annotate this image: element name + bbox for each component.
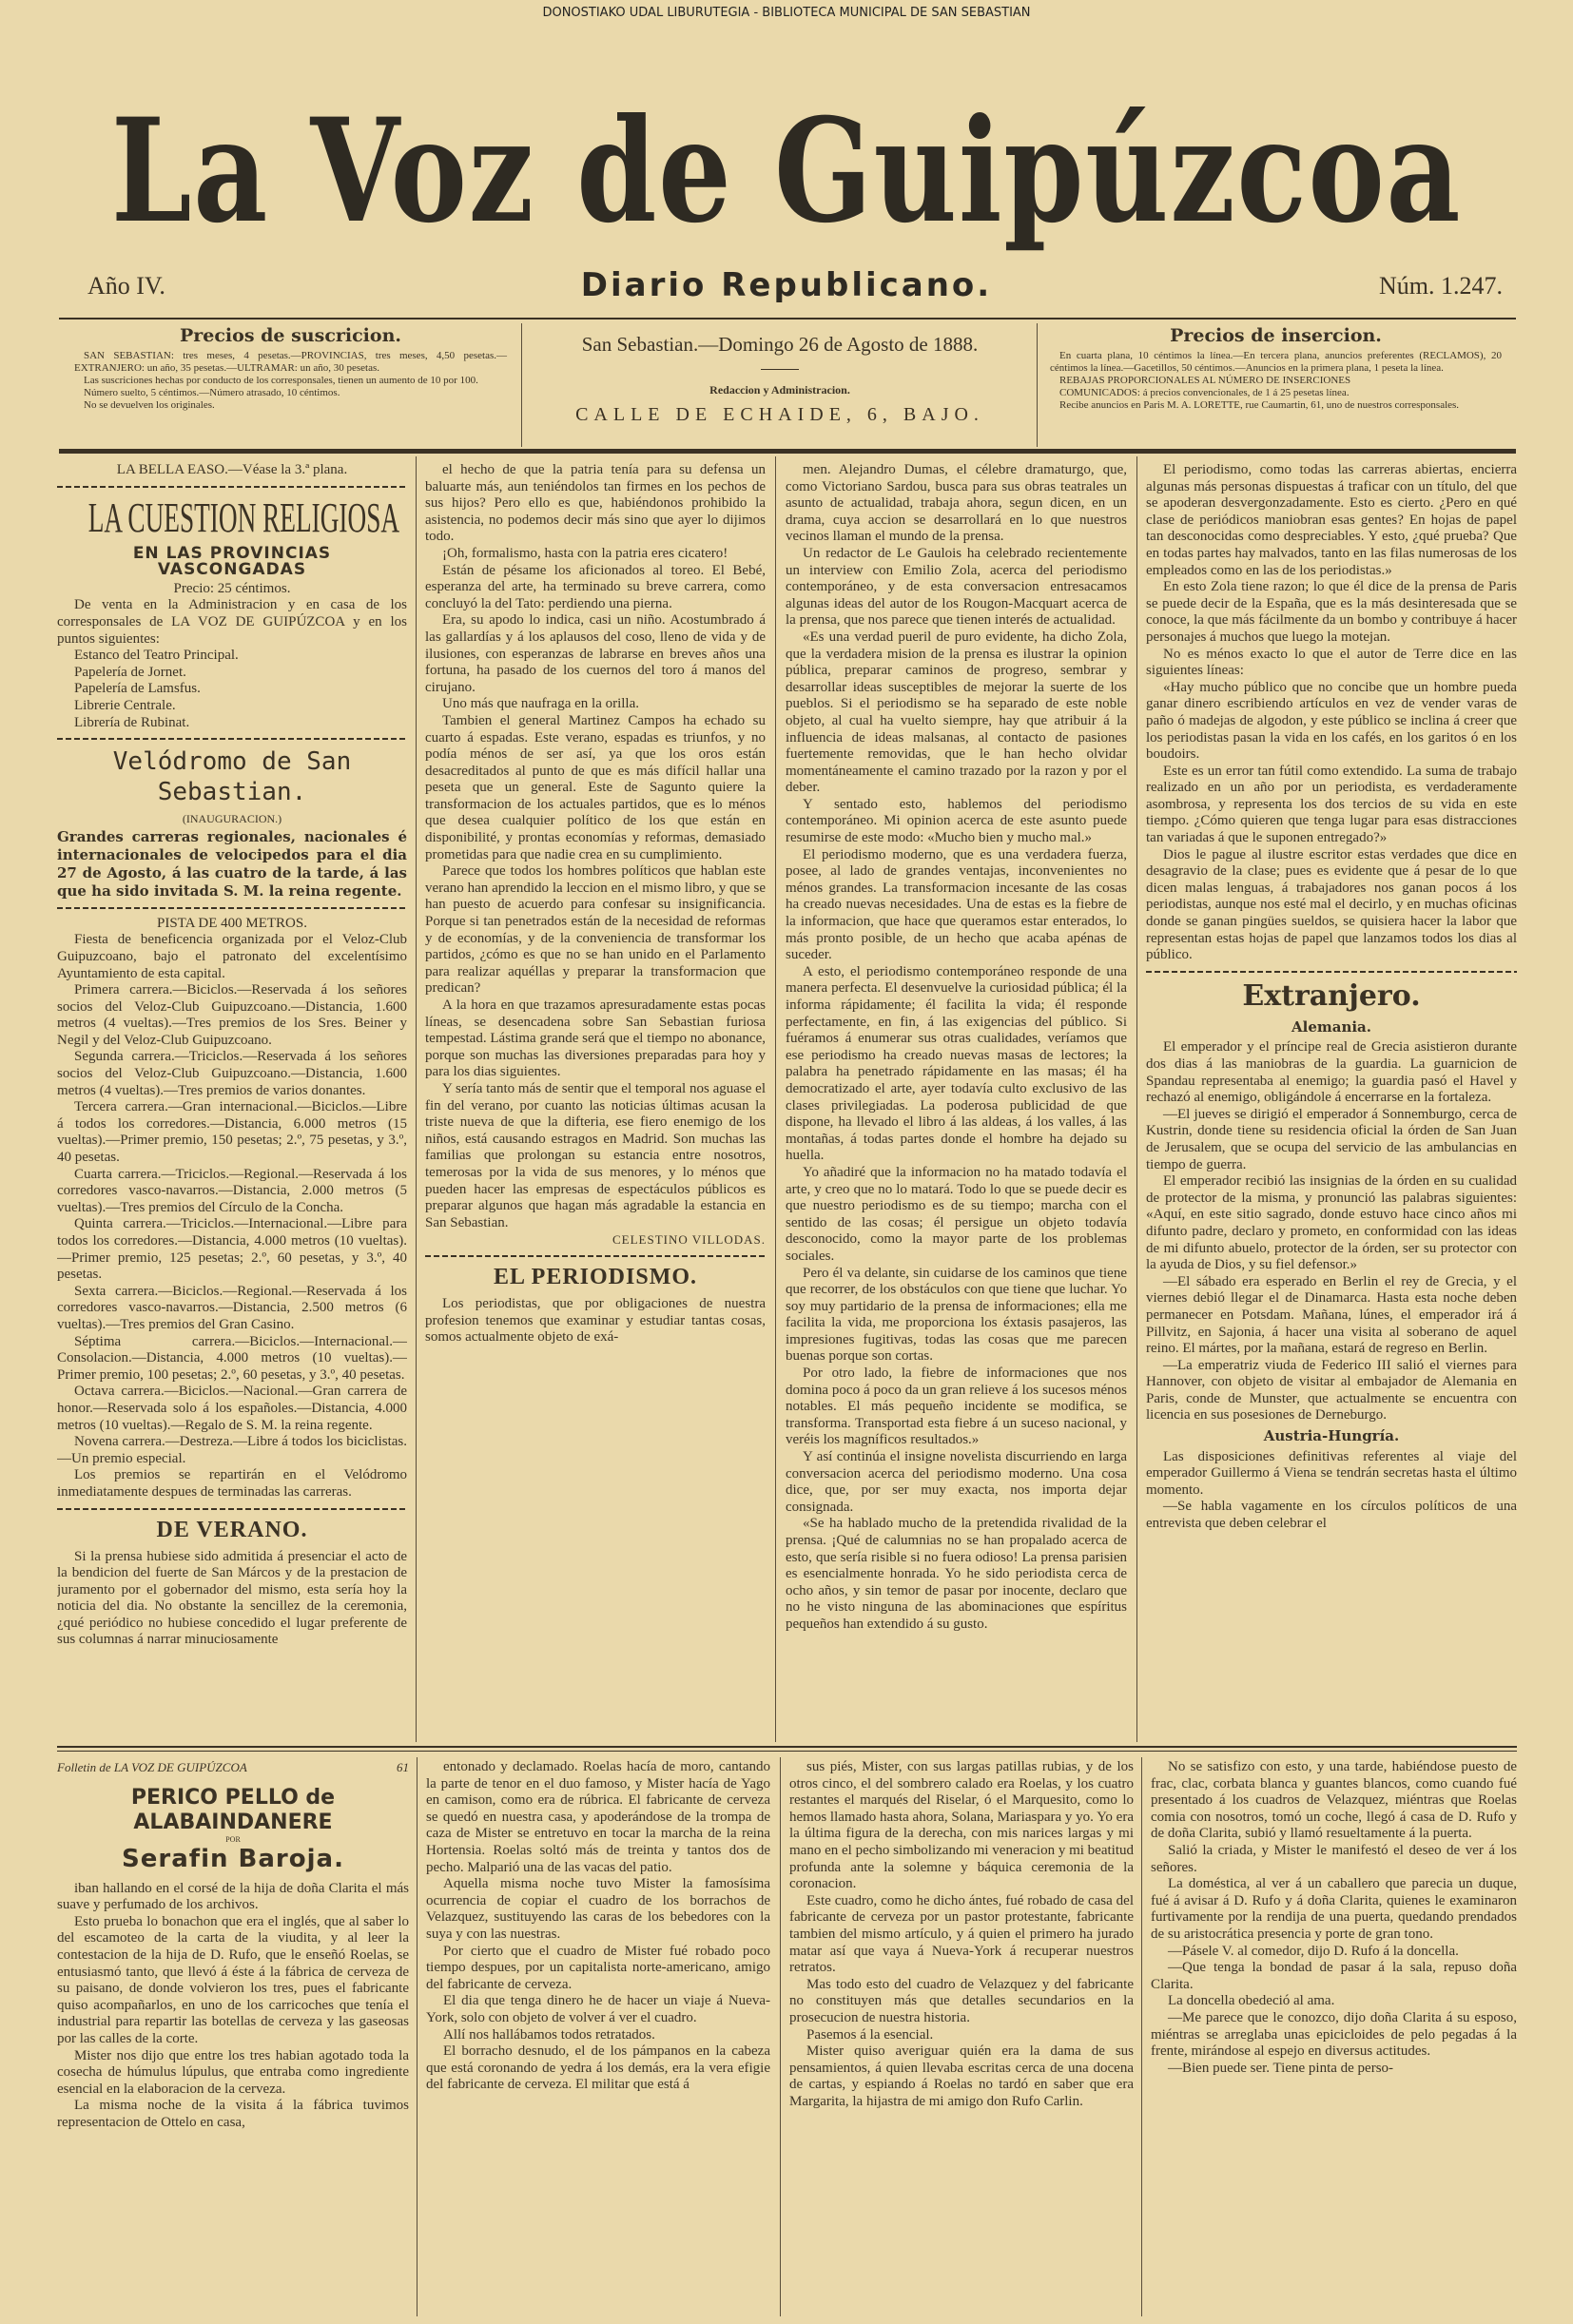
news-paragraph: —Se habla vagamente en los círculos políticos de una entrevista que deben celebrar el <box>1146 1499 1517 1532</box>
article-paragraph: Yo añadiré que la informacion no ha matado todavía el arte, y creo que no lo matará. Todo lo que se puede decir es que nuestro periodismo es de su tiempo; marcha con el sentido de las cosas; él persigue un objeto todavía desconocido, como la mayor parte de los problemas sociales. <box>786 1164 1127 1264</box>
subscription-line: No se devuelven los originales. <box>84 399 215 411</box>
article-paragraph-list <box>425 462 766 1231</box>
news-paragraph: El emperador y el príncipe real de Grecia asistieron durante dos dias á las maniobras de la guardia. La guarnicion de Spandau representaba al enemigo; la guardia pasó el Havel y rechazó al enemigo, obligándole á encerrarse en la fortaleza. <box>1146 1039 1517 1106</box>
news-paragraph-list <box>1146 1039 1517 1424</box>
column-4 <box>1146 462 1517 1740</box>
article-paragraph: No es ménos exacto lo que el autor de Terre dice en las siguientes líneas: <box>1146 646 1517 679</box>
novel-paragraph: sus piés, Mister, con sus largas patillas rubias, y de los otros cinco, el del sombrero calado era Roelas, y los cuatro restantes el marqués del Riselar, ó el Marquesito, como lo hemos llamado hasta ahora, Solana, Mariaspara y yo. Yo era la última figura de la derecha, con mis narices largas y mi mano en el pecho simbolizando mi veneracion y mi beatitud profunda ante la solemne y báquica ceremonia de la coronacion. <box>789 1759 1134 1892</box>
folletin-header <box>57 1759 409 1776</box>
article-paragraph: Uno más que naufraga en la orilla. <box>442 696 640 712</box>
race-paragraph: Los premios se repartirán en el Velódromo inmediatamente despues de terminadas las carreras. <box>57 1467 407 1500</box>
news-paragraph: —La emperatriz viuda de Federico III salió el viernes para Hannover, con objeto de visitar al embajador de Alemania en Paris, conde de Munster, que actualmente se encuentra con licencia en sus posesiones de Derneburgo. <box>1146 1357 1517 1423</box>
column-3 <box>786 462 1127 1740</box>
newspaper-masthead: La Voz de Guipúzcoa <box>110 87 1463 255</box>
ad-title: LA CUESTION RELIGIOSA <box>87 494 400 541</box>
column-divider <box>1141 1757 1142 2316</box>
wavy-divider <box>57 1508 407 1510</box>
novel-title: PERICO PELLO de ALABAINDANERE <box>130 1785 336 1834</box>
column-divider <box>417 1757 418 2316</box>
insertion-line: REBAJAS PROPORCIONALES AL NÚMERO DE INSERCIONES <box>1059 375 1351 386</box>
article-paragraph: el hecho de que la patria tenía para su defensa un baluarte más, aun teniéndolos tan firmes en los pechos de sus hijos? Pero ello es que, habiéndonos prohibido la asistencia, no podemos decir más sino que ayer lo dijimos todo. <box>425 462 766 545</box>
article-paragraph: Era, su apodo lo indica, casi un niño. Acostumbrado á las gallardías y á los aplausos del coso, lleno de vida y de ilusiones, con esperanzas de labrarse en breves años una fortuna, ha pasado de los cuernos del toro á manos del cirujano. <box>425 612 766 695</box>
race-paragraph: Cuarta carrera.—Triciclos.—Regional.—Reservada á los corredores vasco-navarros.—Distancia, 2.000 metros (5 vueltas).—Tres premios del Círculo de la Concha. <box>57 1166 407 1215</box>
column-divider <box>416 456 417 1742</box>
velodromo-track: PISTA DE 400 METROS. <box>157 915 307 931</box>
novel-paragraph: —Pásele V. al comedor, dijo D. Rufo á la doncella. <box>1168 1943 1459 1959</box>
article-paragraph: Y sentado esto, hablemos del periodismo contemporáneo. Mi opinion acerca de este asunto puede resumirse de este modo: «Mucho bien y mucho mal.» <box>786 796 1127 846</box>
article-paragraph: A la hora en que trazamos apresuradamente estas pocas líneas, se desencadena sobre San Sebastian furiosa tempestad. Lástima grande será que el tiempo no abonance, porque son muchas las diversiones preparadas para hoy y para los dias siguientes. <box>425 997 766 1080</box>
folletin-label: Folletin de LA VOZ DE GUIPÚZCOA <box>57 1760 247 1774</box>
news-paragraph: El emperador recibió las insignias de la órden en su cualidad de protector de la misma, y pronunció las palabras siguientes: «Aquí, en este sitio sagrado, donde estuvo hace cinco años mi difunto padre, declaro y prometo, en conformidad con las ideas de mi difunto abuelo, protector de la órden, ser su protector con la ayuda de Dios, y su fiel defensor.» <box>1146 1173 1517 1273</box>
novel-paragraph: El dia que tenga dinero he de hacer un viaje á Nueva-York, solo con objeto de volver á ver el cuadro. <box>426 1993 770 2025</box>
race-paragraph: Fiesta de beneficencia organizada por el Veloz-Club Guipuzcoano, bajo el patronato del excelentísimo Ayuntamiento de esta capital. <box>57 932 407 981</box>
race-paragraph: Novena carrera.—Destreza.—Libre á todos los biciclistas.—Un premio especial. <box>57 1434 407 1466</box>
office-address: CALLE DE ECHAIDE, 6, BAJO. <box>575 404 984 425</box>
ad-line: De venta en la Administracion y en casa de los corresponsales de LA VOZ DE GUIPÚZCOA y en los puntos siguientes: <box>57 597 407 647</box>
dateline-divider <box>761 369 799 370</box>
ad-subtitle: EN LAS PROVINCIAS VASCONGADAS <box>132 543 332 580</box>
el-periodismo-title: EL PERIODISMO. <box>493 1264 698 1289</box>
news-paragraph-list <box>1146 1449 1517 1533</box>
news-paragraph: —El sábado era esperado en Berlin el rey de Grecia, y el viernes debió llegar el de Dinamarca. Hasta esta noche deben permanecer en Potsdam. Mañana, lúnes, el emperador irá á Pillvitz, en Sajonia, á hacer una visita al soberano de aquel reino. El mártes, por la mañana, estará de regreso en Berlin. <box>1146 1273 1517 1357</box>
novel-paragraph: Esto prueba lo bonachon que era el inglés, que al saber lo del escamoteo de la carta de la viudita, y al leer la contestacion de la hija de D. Rufo, que le enseñó Roelas, se entusiasmó tanto, que llevó á éste á la fábrica de cerveza de su paisano, de donde volvieron los tres, pues el fabricante quiso acompañarlos, en uno de los carricoches que tenía el industrial para repartir las botellas de cerveza y las gaseosas por las calles de la corte. <box>57 1913 409 2046</box>
novel-paragraph: Salió la criada, y Mister le manifestó el deseo de ver á los señores. <box>1151 1842 1517 1875</box>
velodromo-title: Velódromo de San Sebastian. <box>112 747 352 807</box>
folletin-rule <box>57 1751 1517 1752</box>
article-paragraph: Parece que todos los hombres políticos que hablan este verano han aprendido la leccion en el mismo libro, y que se han puesto de acuerdo para confesar su insignificancia. Porque si tan penetrados están de la necesidad de reformas y de economías, y de la conveniencia de transformar los partidos, ¿cómo es que no se han unido en el Parlamento para realizar aquéllas y preparar la transformacion que predican? <box>425 863 766 997</box>
subscription-line: Las suscriciones hechas por conducto de los corresponsales, tienen un aumento de 10 por 100. <box>84 375 478 386</box>
news-paragraph: Las disposiciones definitivas referentes al viaje del emperador Guillermo á Viena se tendrán secretas hasta el último momento. <box>1146 1448 1517 1498</box>
dateline-block <box>533 325 1027 426</box>
wavy-divider <box>57 738 407 740</box>
folletin-column-1 <box>57 1759 409 2315</box>
novel-paragraph: Allí nos hallábamos todos retratados. <box>443 2026 655 2043</box>
article-paragraph-list <box>57 1549 407 1650</box>
insertion-line: Recibe anuncios en Paris M. A. LORETTE, rue Caumartin, 61, uno de nuestros corresponsales. <box>1059 399 1460 411</box>
folletin-column-2 <box>426 1759 770 2315</box>
subscription-line: Número suelto, 5 céntimos.—Número atrasado, 10 céntimos. <box>84 387 340 398</box>
header-bottom-rule <box>59 449 1516 454</box>
article-paragraph: Por otro lado, la fiebre de informaciones que nos domina poco á poco da un gran relieve á los sucesos ménos notables. El más pequeño incidente se modifica, se transforma. Transportad esta fiebre á un suceso nacional, y veréis los magníficos resultados.» <box>786 1365 1127 1448</box>
wavy-divider <box>57 907 407 909</box>
column-divider <box>1136 456 1137 1742</box>
extranjero-title: Extranjero. <box>1242 978 1421 1013</box>
ad-line: Librería de Rubinat. <box>74 714 190 730</box>
wavy-divider <box>57 486 407 488</box>
subscription-title: Precios de suscricion. <box>179 325 402 346</box>
folletin-rule <box>57 1746 1517 1748</box>
newspaper-subtitle: Diario Republicano. <box>580 266 993 304</box>
subscription-line-list <box>74 350 507 412</box>
novel-paragraph: La doncella obedeció al ama. <box>1168 1993 1335 2009</box>
article-paragraph: Tambien el general Martinez Campos ha echado su cuarto á espadas. Este verano, espadas es triunfos, y no podía ménos de ser así, ya que los oros están desacreditados al punto de que es más difícil hallar una peseta que un general. Este de Sagunto quiere la transformacion de los actuales partidos, que es lo ménos que desea cualquier político de los que están en disponibilité, y prontas economías y reformas, demasiado prometidas para que nadie crea en su cumplimiento. <box>425 712 766 862</box>
folletin-column-3 <box>789 1759 1134 2315</box>
novel-paragraph-list <box>789 1759 1134 2110</box>
bella-easo-notice: LA BELLA EASO.—Véase la 3.ª plana. <box>116 462 348 477</box>
race-paragraph: Quinta carrera.—Triciclos.—Internacional.—Libre para todos los corredores.—Distancia, 4.000 metros (10 vueltas).—Primer premio, 125 pesetas; 2.º, 60 pesetas, y 3.º, 40 pesetas. <box>57 1216 407 1283</box>
novel-author: Serafin Baroja. <box>122 1844 344 1873</box>
article-paragraph: En esto Zola tiene razon; lo que él dice de la prensa de Paris se puede decir de la España, que es la más desinteresada que se conoce, la que más fácilmente da un bombo y contribuye á hacer personajes á muchos que luego la motejan. <box>1146 579 1517 645</box>
novel-paragraph: Este cuadro, como he dicho ántes, fué robado de casa del fabricante de cerveza por un pastor protestante, fabricante tambien del mismo artículo, y á quien el primero ha jurado matar así que vaya á Nueva-York á recuperar nuestros retratos. <box>789 1892 1134 1976</box>
ad-line: Librerie Centrale. <box>74 697 176 713</box>
article-signature: CELESTINO VILLODAS. <box>612 1232 766 1248</box>
article-paragraph: «Se ha hablado mucho de la pretendida rivalidad de la prensa. ¡Qué de calumnias no se han propalado acerca de esto, que sería risible si no fuera odioso! La prensa parisien es esencialmente honrada. Yo he sido periodista cerca de ocho años, y sin temor de pasar por inocente, declaro que no he visto ninguna de las abominaciones que espíritus pequeños han extendido á su gusto. <box>786 1516 1127 1632</box>
column-divider <box>780 1757 781 2316</box>
ad-line: Papelería de Jornet. <box>74 664 186 680</box>
column-2 <box>425 462 766 1740</box>
de-verano-title: DE VERANO. <box>156 1517 308 1542</box>
article-paragraph: Dios le pague al ilustre escritor estas verdades que dice en desagravio de la clase; pues es evidente que á pesar de lo que dicen malas lenguas, á trabajadores nos ganan pocos á los periodistas, aunque nos esté mal el decirlo, y en muchas oficinas donde se ganan pingües sueldos, se quisiera hacer la labor que representan estas hojas de papel que lanzamos todos los dias al público. <box>1146 846 1517 963</box>
subscription-line: SAN SEBASTIAN: tres meses, 4 pesetas.—PROVINCIAS, tres meses, 4,50 pesetas.—EXTRANJERO: un año, 35 pesetas.—ULTRAMAR: un año, 30 pesetas. <box>74 350 507 374</box>
novel-paragraph-list <box>1151 1759 1517 2077</box>
article-paragraph: Están de pésame los aficionados al toreo. El Bebé, esperanza del arte, ha terminado su breve carrera, como concluyó la del Tato: perdiendo una pierna. <box>425 562 766 611</box>
article-paragraph: Este es un error tan fútil como extendido. La suma de trabajo realizado en un año por un periodista, es verdaderamente asombrosa, y representa los dos tercios de su vida en este tiempo. ¿Cómo quieren que tenga lugar para esas distracciones tan variadas á que le suponen entregado?» <box>1146 763 1517 846</box>
wavy-divider <box>425 1255 766 1257</box>
novel-paragraph: La misma noche de la visita á la fábrica tuvimos representacion de Ottelo en casa, <box>57 2098 409 2130</box>
novel-paragraph: No se satisfizo con esto, y una tarde, habiéndose puesto de frac, clac, corbata blanca y guantes blancos, como cuando fué presentado á los cuadros de Velazquez, miéntras que Roelas comia con nosotros, tomó un coche, llegó á casa de D. Rufo y de doña Clarita, subió y llamó resueltamente á la puerta. <box>1151 1759 1517 1842</box>
velodromo-lead: Grandes carreras regionales, nacionales é internacionales de velocipedos para el dia 27 de Agosto, á las cuatro de la tarde, á las que ha sido invitada S. M. la reina regente. <box>57 827 407 900</box>
novel-paragraph: Mister nos dijo que entre los tres habian agotado toda la cosecha de húmulus lúpulus, que entraba como ingrediente esencial en la elaboracion de la cerveza. <box>57 2047 409 2097</box>
ad-line: Estanco del Teatro Principal. <box>74 648 239 664</box>
column-1 <box>57 462 407 1740</box>
issue-number: Núm. 1.247. <box>1379 272 1503 300</box>
novel-paragraph: Mister quiso averiguar quién era la dama de sus pensamientos, á quien llevaba escritas cerca de una docena de cartas, y espiando á Roelas no tardó en saber que era Margarita, la hijastra de mi amigo don Rufo Carlin. <box>789 2043 1134 2109</box>
race-paragraph: Primera carrera.—Biciclos.—Reservada á los señores socios del Veloz-Club Guipuzcoano.—Distancia, 1.600 metros (4 vueltas).—Tres premios de los Sres. Beiner y Negil y del Veloz-Club Guipuzcoano. <box>57 982 407 1048</box>
column-divider <box>775 456 776 1742</box>
novel-paragraph: La doméstica, al ver á un caballero que parecia un duque, fué á avisar á D. Rufo y á doña Clarita, quienes le examinaron furtivamente por la rendija de una puerta, quedando prendados de su aristocrática presencia y porte de gran tono. <box>1151 1876 1517 1942</box>
article-paragraph-list <box>1146 462 1517 964</box>
wavy-divider <box>1146 971 1517 973</box>
novel-by: POR <box>225 1834 241 1844</box>
ad-price: Precio: 25 céntimos. <box>173 580 291 596</box>
ad-line: Papelería de Lamsfus. <box>74 681 201 697</box>
race-paragraph-list <box>57 932 407 1501</box>
article-paragraph: El periodismo moderno, que es una verdadera fuerza, posee, al lado de grandes ventajas, inconvenientes no ménos grandes. La transformacion incesante de las cosas ha creado nuevas necesidades. Una de estas es la fiebre de la informacion, que hace que queramos estar enterados, lo más pronto posible, de un hecho que acaba apénas de suceder. <box>786 846 1127 963</box>
velodromo-subtitle: (INAUGURACION.) <box>182 812 282 826</box>
insertion-prices <box>1050 325 1502 412</box>
novel-paragraph: —Que tenga la bondad de pasar á la sala, repuso doña Clarita. <box>1151 1960 1517 1992</box>
article-paragraph: Y sería tanto más de sentir que el temporal nos aguase el fin del verano, por cuanto las noticias últimas acusan la triste nueva de que la difteria, ese fiero enemigo de los niños, está causando estragos en Madrid. Son muchas las familias que prolongan su estancia entre nosotros, temerosas por la vida de sus menores, y lo ménos que pueden hacer las empresas de espectáculos públicos es preparar algunos que hagan más agradable la estancia en San Sebastian. <box>425 1080 766 1230</box>
article-paragraph: Si la prensa hubiese sido admitida á presenciar el acto de la bendicion del fuerte de San Márcos y de la prestacion de juramento por el gobernador del mismo, esta sería hoy la noticia del dia. No obstante la sencillez de la ceremonia, ¿qué periódico no hubiese concedido el lugar preferente de sus columnas á narrar minuciosamente <box>57 1548 407 1648</box>
office-label: Redaccion y Administracion. <box>709 383 850 397</box>
folletin-number: 61 <box>397 1760 409 1774</box>
novel-paragraph: Aquella misma noche tuvo Mister la famosísima ocurrencia de copiar el cuadro de los borrachos de Velazquez, sustituyendo las caras de los bebedores con la suya y con las nuestras. <box>426 1876 770 1942</box>
column-divider <box>1037 323 1038 447</box>
insertion-line: COMUNICADOS: á precios convencionales, de 1 á 25 pesetas línea. <box>1059 387 1350 398</box>
dateline: San Sebastian.—Domingo 26 de Agosto de 1888. <box>581 333 979 356</box>
article-paragraph: Y así continúa el insigne novelista discurriendo en larga conversacion acerca del periodismo moderno. Una cosa dice, que, por ser muy exacta, nos importa dejar consignada. <box>786 1449 1127 1515</box>
article-paragraph: El periodismo, como todas las carreras abiertas, encierra algunas más personas dispuestas á traficar con un título, del que se apoderan desvergonzadamente. Esto es cierto. ¿Pero en qué clase de periódicos maniobran esas gentes? En hojas de papel tan desconocidas como despreciables. Y esto, ¿qué prueba? Que en todas partes hay malvados, tanto en las filas numerosas de los empleados como en las de los periodistas.» <box>1146 462 1517 578</box>
race-paragraph: Segunda carrera.—Triciclos.—Reservada á los señores socios del Veloz-Club Guipuzcoano.—Distancia, 1.600 metros (4 vueltas).—Tres premios de varios donantes. <box>57 1049 407 1098</box>
novel-paragraph: Pasemos á la esencial. <box>806 2026 934 2043</box>
header-rule <box>59 318 1516 320</box>
novel-paragraph: Mas todo esto del cuadro de Velazquez y del fabricante no constituyen más que detalles secundarios en la prosecucion de nuestra historia. <box>789 1976 1134 2025</box>
novel-paragraph: Por cierto que el cuadro de Mister fué robado poco tiempo despues, por un capitalista norte-americano, amigo del fabricante de cerveza. <box>426 1943 770 1992</box>
article-paragraph: Los periodistas, que por obligaciones de nuestra profesion tenemos que examinar y estudiar tantas cosas, somos actualmente objeto de exá- <box>425 1295 766 1346</box>
article-paragraph: «Hay mucho público que no concibe que un hombre pueda ganar dinero escribiendo artículos en vez de vender varas de paño ó madejas de algodon, y este público se inclina á creer que los periodistas pasan la vida en los cafés, en los garitos ó en los boudoirs. <box>1146 679 1517 763</box>
race-paragraph: Séptima carrera.—Biciclos.—Internacional.—Consolacion.—Distancia, 4.000 metros (10 vueltas).—Primer premio, 100 pesetas; 2.º, 60 pesetas, y 3.º, 40 pesetas. <box>57 1333 407 1383</box>
article-paragraph: «Es una verdad pueril de puro evidente, ha dicho Zola, que la verdadera mision de la prensa es ilustrar la opinion pública, preparar caminos de progreso, sembrar y desarrollar ideas susceptibles de mejorar la suerte de los pueblos. Si el periodismo se ha separado de este noble objeto, al cual ha vuelto siempre, hay que atribuir á la influencia de ideas malsanas, al contacto de pasiones fuertemente removidas, que le han hecho olvidar momentáneamente el camino trazado por la razon y por el deber. <box>786 629 1127 796</box>
insertion-line-list <box>1050 350 1502 412</box>
race-paragraph: Tercera carrera.—Gran internacional.—Biciclos.—Libre á todos los corredores.—Distancia, 6.000 metros (15 vueltas).—Primer premio, 150 pesetas; 2.º, 75 pesetas, y 3.º, 40 pesetas. <box>57 1099 407 1166</box>
article-paragraph: A esto, el periodismo contemporáneo responde de una manera perfecta. El desenvuelve la curiosidad pública; él la informa rápidamente; él facilita la vida; él responde perfectamente, en fin, á las exigencias del público. Si fuéramos á enumerar sus otras cualidades, veríamos que ese periodismo ha creado nuevas masas de lectores; la palabra ha penetrado rápidamente en las masas; él ha democratizado el arte, ayer todavía culto exclusivo de las clases privilegiadas. La poderosa publicidad de que dispone, ha llevado el libro á las aldeas, á los valles, á las montañas, á todas partes donde el hombre ha dejado su huella. <box>786 963 1127 1164</box>
issue-year: Año IV. <box>87 272 165 300</box>
insertion-title: Precios de insercion. <box>1170 325 1382 346</box>
novel-paragraph: entonado y declamado. Roelas hacía de moro, cantando la parte de tenor en el duo famoso, y Mister hacía de Yago en camison, como era de rúbrica. El fabricante de cerveza se quedó en nuestra casa, y apoderándose de la trompa de caza de Mister se entretuvo en tocar la marcha de la reina Hortensia. Roelas soltó más de treinta y tantos dos de pecho. Malparió una de las vacas del patio. <box>426 1759 770 1875</box>
library-banner: DONOSTIAKO UDAL LIBURUTEGIA - BIBLIOTECA MUNICIPAL DE SAN SEBASTIAN <box>542 6 1031 20</box>
race-paragraph: Octava carrera.—Biciclos.—Nacional.—Gran carrera de honor.—Reservada solo á los españoles.—Distancia, 4.000 metros (10 vueltas).—Regalo de S. M. la reina regente. <box>57 1384 407 1433</box>
novel-paragraph: —Me parece que le conozco, dijo doña Clarita á su esposo, miéntras se arreglaba unas epicicloides de pelo pegadas á la frente, mirándose al espejo en diversus actitudes. <box>1151 2009 1517 2060</box>
austria-title: Austria-Hungría. <box>1263 1427 1400 1445</box>
article-paragraph-list <box>425 1296 766 1346</box>
novel-paragraph-list <box>426 1759 770 2094</box>
race-paragraph: Sexta carrera.—Biciclos.—Regional.—Reservada á los corredores vasco-navarros.—Distancia, 2.500 metros (6 vueltas).—Tres premios del Gran Casino. <box>57 1283 407 1332</box>
novel-paragraph-list <box>57 1881 409 2132</box>
article-paragraph: men. Alejandro Dumas, el célebre dramaturgo, que, como Victoriano Sardou, busca para sus obras teatrales un asunto de actualidad, trabaja ahora, segun dicen, en un drama, cuya accion se desarrollará en lo que nuestros vecinos llaman el mundo de la prensa. <box>786 462 1127 545</box>
column-divider <box>521 323 522 447</box>
alemania-title: Alemania. <box>1291 1017 1372 1036</box>
subscription-prices <box>74 325 507 412</box>
article-paragraph: Pero él va delante, sin cuidarse de los caminos que tiene que recorrer, de los obstáculos con que tiene que luchar. Yo soy muy partidario de la prensa de informaciones; ella me facilita la vida, me proporciona los éxtasis pasajeros, las impresiones fugitivas, todas las cosas que me parecen buenas porque son cortas. <box>786 1265 1127 1365</box>
news-paragraph: —El jueves se dirigió el emperador á Sonnemburgo, cerca de Kustrin, donde tiene su residencia oficial la órden de San Juan de Jerusalem, que se ocupa del servicio de las ambulancias en tiempo de guerra. <box>1146 1106 1517 1172</box>
folletin-column-4 <box>1151 1759 1517 2315</box>
novel-paragraph: El borracho desnudo, el de los pámpanos en la cabeza que está coronando de yedra á los demás, era la vera efigie del fabricante de cerveza. El militar que está á <box>426 2043 770 2093</box>
article-paragraph: ¡Oh, formalismo, hasta con la patria eres cicatero! <box>442 545 728 561</box>
novel-paragraph: —Bien puede ser. Tiene pinta de perso- <box>1168 2060 1394 2076</box>
article-paragraph: Un redactor de Le Gaulois ha celebrado recientemente un interview con Emilio Zola, acerca del periodismo contemporáneo, y de esta conversacion entresacamos algunas ideas del autor de los Rougon-Macquart acerca de la prensa, que nos parece que tienen interés de actualidad. <box>786 545 1127 629</box>
novel-paragraph: iban hallando en el corsé de la hija de doña Clarita el más suave y perfumado de los archivos. <box>57 1880 409 1913</box>
article-paragraph-list <box>786 462 1127 1634</box>
ad-line-list <box>57 597 407 731</box>
insertion-line: En cuarta plana, 10 céntimos la línea.—En tercera plana, anuncios preferentes (RECLAMOS), 20 céntimos la línea.—Gacetillos, 50 céntimos.—Anuncios en la primera plana, 1 peseta la línea. <box>1050 350 1502 374</box>
